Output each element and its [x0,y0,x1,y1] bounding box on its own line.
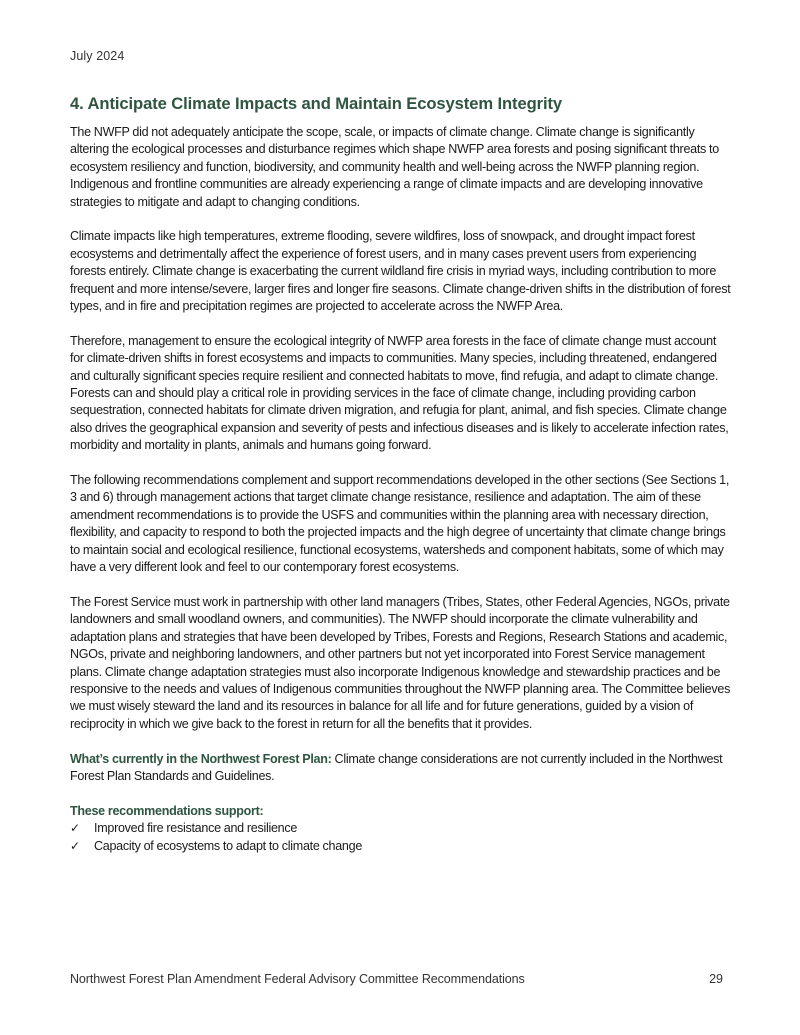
paragraph-intro: The NWFP did not adequately anticipate the scope, scale, or impacts of climate change. Climate change is significantly altering the ecological processes and disturbance regimes which shape NWFP area forests and posing significant threats to ecosystem resiliency and function, biodiversity, and community health and well-being across the NWFP planning region. Indigenous and frontline communities are already experiencing a range of climate impacts and are developing innovative strategies to mitigate and adapt to changing conditions. [70,125,719,209]
paragraph-partnership: The Forest Service must work in partnership with other land managers (Tribes, States, other Federal Agencies, NGOs, private landowners and small woodland owners, and communities). The NWFP should incorporate the climate vulnerability and adaptation plans and strategies that have been developed by Tribes, Forests and Regions, Research Stations and academic, NGOs, private and neighboring landowners, and other partners but not yet incorporated into Forest Service management plans. Climate change adaptation strategies must also incorporate Indigenous knowledge and stewardship practices and be responsive to the needs and values of Indigenous communities throughout the NWFP planning area. The Committee believes we must wisely steward the land and its resources in balance for all life and for future generations, guided by a vision of reciprocity in which we give back to the forest in return for all the benefits that it provides. [70,594,731,731]
support-item-text: Improved fire resistance and resilience [94,821,298,836]
section-title: 4. Anticipate Climate Impacts and Maintain Ecosystem Integrity [70,94,563,113]
check-icon: ✓ [70,838,80,853]
support-list-item [70,820,732,837]
footer-title: Northwest Forest Plan Amendment Federal Advisory Committee Recommendations [70,972,525,986]
paragraph-climate-impacts: Climate impacts like high temperatures, extreme flooding, severe wildfires, loss of snowpack, and drought impact forest ecosystems and detrimentally affect the experience of forest users, and in many cases prevent users from experiencing forests entirely. Climate change is exacerbating the current wildland fire crisis in myriad ways, including contribution to more frequent and more intense/severe, larger fires and longer fire seasons. Climate change-driven shifts in the distribution of forest types, and in fire and precipitation regimes are projected to accelerate across the NWFP Area. [70,229,731,314]
current-plan-label: What’s currently in the Northwest Forest Plan: [70,751,332,766]
header-date: July 2024 [70,49,125,63]
paragraph-recommendations-overview: The following recommendations complement and support recommendations developed in the other sections (See Sections 1, 3 and 6) through management actions that target climate change resistance, resilience and adaptation. The aim of these amendment recommendations is to provide the USFS and communities within the planning area with necessary direction, flexibility, and capacity to respond to both the projected impacts and the high degree of uncertainty that climate change brings to maintain social and ecological resilience, functional ecosystems, watersheds and component habitats, some of which may have a very different look and feel to our contemporary forest ecosystems. [70,473,730,575]
support-heading: These recommendations support: [70,803,264,818]
support-item-text: Capacity of ecosystems to adapt to climate change [94,838,363,853]
current-plan-text: Climate change considerations are not currently included in the Northwest Forest Plan Standards and Guidelines. [70,751,723,783]
check-icon: ✓ [70,821,80,836]
current-plan-statement [70,751,732,786]
support-list-item [70,838,732,855]
page-number: 29 [709,972,723,986]
section-body [70,124,732,855]
support-block [70,803,732,855]
paragraph-ecological-integrity: Therefore, management to ensure the ecological integrity of NWFP area forests in the face of climate change must account for climate-driven shifts in forest ecosystems and impacts to communities. Many species, including threatened, endangered and culturally significant species require resilient and connected habitats to move, find refugia, and adapt to climate change. Forests can and should play a critical role in providing services in the face of climate change, including providing carbon sequestration, connected habitats for climate driven migration, and refugia for plant, animal, and fish species. Climate change also drives the geographical expansion and severity of pests and infectious diseases and is likely to accelerate infection rates, morbidity and mortality in plants, animals and humans going forward. [70,333,729,453]
support-list [70,820,732,855]
